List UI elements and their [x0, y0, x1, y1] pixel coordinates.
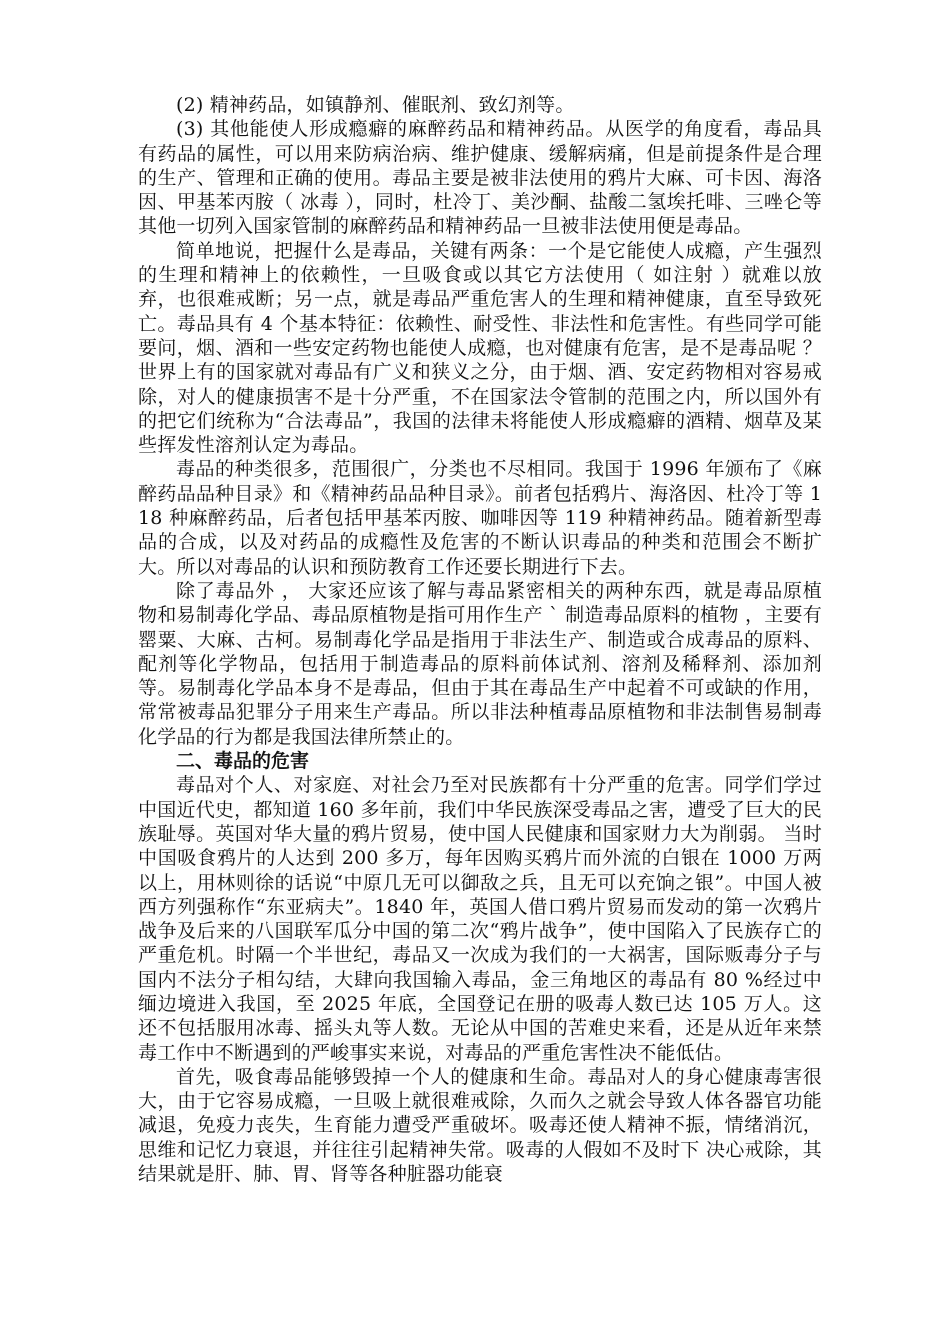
- paragraph-6: 毒品对个人、对家庭、对社会乃至对民族都有十分严重的危害。同学们学过中国近代史，都知道 160 多年前，我们中华民族深受毒品之害，遭受了巨大的民族耻辱。英国对华大量的鸦片贸易，使中国人民健康和国家财力大为削弱。 当时中国吸食鸦片的人达到 200 多万，每年因购买鸦片而外流的白银在 1000 万两以上，用林则徐的话说“中原几无可以御敌之兵，且无可以充饷之银”。中国人被西方列强称作“东亚病夫”。1840 年，英国人借口鸦片贸易而发动的第一次鸦片战争及后来的八国联军瓜分中国的第二次“鸦片战争”，使中国陷入了民族存亡的严重危机。时隔一个半世纪，毒品又一次成为我们的一大祸害，国际贩毒分子与国内不法分子相勾结，大肆向我国输入毒品，金三角地区的毒品有 80 %经过中缅边境进入我国，至 2025 年底，全国登记在册的吸毒人数已达 105 万人。这还不包括服用冰毒、摇头丸等人数。无论从中国的苦难史来看，还是从近年来禁毒工作中不断遇到的严峻事实来说，对毒品的严重危害性决不能低估。: [138, 774, 822, 1064]
- paragraph-4: 毒品的种类很多，范围很广，分类也不尽相同。我国于 1996 年颁布了《麻醉药品品种目录》和《精神药品品种目录》。前者包括鸦片、海洛因、杜冷丁等 118 种麻醉药品，后者包括甲基苯丙胺、咖啡因等 119 种精神药品。随着新型毒品的合成，以及对药品的成瘾性及危害的不断认识毒品的种类和范围会不断扩大。所以对毒品的认识和预防教育工作还要长期进行下去。: [138, 458, 822, 578]
- paragraph-3: 简单地说，把握什么是毒品，关键有两条：一个是它能使人成瘾，产生强烈的生理和精神上的依赖性，一旦吸食或以其它方法使用（ 如注射 ）就难以放弃，也很难戒断；另一点，就是毒品严重危害人的生理和精神健康，直至导致死亡。毒品具有 4 个基本特征：依赖性、耐受性、非法性和危害性。有些同学可能要问，烟、酒和一些安定药物也能使人成瘾，也对健康有危害，是不是毒品呢 ？ 世界上有的国家就对毒品有广义和狭义之分，由于烟、酒、安定药物相对容易戒除，对人的健康损害不是十分严重，不在国家法令管制的范围之内，所以国外有的把它们统称为“合法毒品”，我国的法律未将能使人形成瘾癖的酒精、烟草及某些挥发性溶剂认定为毒品。: [138, 239, 822, 457]
- paragraph-2: (3) 其他能使人形成瘾癖的麻醉药品和精神药品。从医学的角度看，毒品具有药品的属性，可以用来防病治病、维护健康、缓解病痛，但是前提条件是合理的生产、管理和正确的使用。毒品主要是被非法使用的鸦片大麻、可卡因、海洛因、甲基苯丙胺（ 冰毒 ），同时，杜冷丁、美沙酮、盐酸二氢埃托啡、三唑仑等其他一切列入国家管制的麻醉药品和精神药品一旦被非法使用便是毒品。: [138, 118, 822, 238]
- paragraph-1: (2) 精神药品，如镇静剂、催眠剂、致幻剂等。: [176, 94, 575, 116]
- section-heading: 二、毒品的危害: [176, 750, 310, 773]
- document-page: [138, 93, 822, 1186]
- paragraph-5: 除了毒品外 ， 大家还应该了解与毒品紧密相关的两种东西，就是毒品原植物和易制毒化学品、毒品原植物是指可用作生产 ` 制造毒品原料的植物 ，主要有罂粟、大麻、古柯。易制毒化学品是指用于非法生产、制造或合成毒品的原料、配剂等化学物品，包括用于制造毒品的原料前体试剂、溶剂及稀释剂、添加剂等。易制毒化学品本身不是毒品，但由于其在毒品生产中起着不可或缺的作用，常常被毒品犯罪分子用来生产毒品。所以非法种植毒品原植物和非法制售易制毒化学品的行为都是我国法律所禁止的。: [138, 579, 822, 748]
- paragraph-7: 首先，吸食毒品能够毁掉一个人的健康和生命。毒品对人的身心健康毒害很大，由于它容易成瘾，一旦吸上就很难戒除，久而久之就会导致人体各器官功能减退，免疫力丧失，生育能力遭受严重破坏。吸毒还使人精神不振，情绪消沉，思维和记忆力衰退，并往往引起精神失常。吸毒的人假如不及时下 决心戒除，其结果就是肝、肺、胃、肾等各种脏器功能衰: [138, 1065, 822, 1186]
